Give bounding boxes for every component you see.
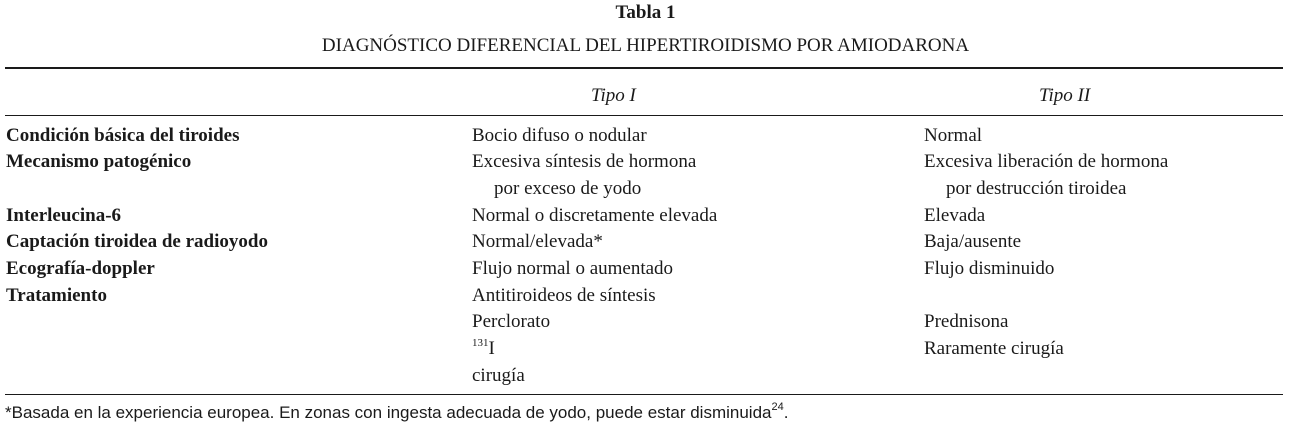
row-label-mecanismo: Mecanismo patogénico	[6, 151, 192, 172]
iodine-isotope-superscript: 131	[472, 336, 489, 349]
cell-captacion-tipo2: Baja/ausente	[924, 231, 1022, 252]
cell-tratamiento-tipo1-item4: cirugía	[472, 365, 525, 386]
footnote-end: .	[783, 403, 789, 422]
cell-tratamiento-tipo1-item3	[472, 338, 495, 360]
cell-ecografia-tipo2: Flujo disminuido	[924, 258, 1055, 279]
table-title: Tabla 1	[615, 2, 676, 23]
cell-interleucina-tipo1: Normal o discretamente elevada	[472, 205, 718, 226]
column-header-tipo-2: Tipo II	[1039, 85, 1091, 106]
column-header-tipo-1: Tipo I	[591, 85, 636, 106]
cell-mecanismo-tipo1-line2: por exceso de yodo	[494, 178, 642, 199]
cell-captacion-tipo1: Normal/elevada*	[472, 231, 603, 252]
cell-ecografia-tipo1: Flujo normal o aumentado	[472, 258, 674, 279]
row-label-ecografia: Ecografía-doppler	[6, 258, 155, 279]
cell-condicion-tipo1: Bocio difuso o nodular	[472, 125, 647, 146]
cell-tratamiento-tipo1-item1: Antitiroideos de síntesis	[472, 285, 656, 306]
row-label-condicion: Condición básica del tiroides	[6, 125, 240, 146]
footnote	[5, 402, 788, 424]
top-rule	[5, 67, 1283, 69]
cell-interleucina-tipo2: Elevada	[924, 205, 986, 226]
header-rule	[5, 115, 1283, 116]
cell-condicion-tipo2: Normal	[924, 125, 983, 146]
cell-mecanismo-tipo1-line1: Excesiva síntesis de hormona	[472, 151, 697, 172]
bottom-rule	[5, 394, 1283, 395]
cell-tratamiento-tipo2-item1: Prednisona	[924, 311, 1009, 332]
footnote-text: *Basada en la experiencia europea. En zonas con ingesta adecuada de yodo, puede estar disminuida	[5, 403, 772, 422]
table-subtitle: DIAGNÓSTICO DIFERENCIAL DEL HIPERTIROIDISMO POR AMIODARONA	[321, 35, 970, 56]
cell-mecanismo-tipo2-line2: por destrucción tiroidea	[946, 178, 1127, 199]
footnote-reference: 24	[771, 401, 784, 414]
row-label-captacion: Captación tiroidea de radioyodo	[6, 231, 268, 252]
row-label-tratamiento: Tratamiento	[6, 285, 107, 306]
cell-tratamiento-tipo1-item2: Perclorato	[472, 311, 551, 332]
iodine-symbol: I	[488, 338, 495, 359]
cell-mecanismo-tipo2-line1: Excesiva liberación de hormona	[924, 151, 1169, 172]
cell-tratamiento-tipo2-item2: Raramente cirugía	[924, 338, 1064, 359]
row-label-interleucina: Interleucina-6	[6, 205, 122, 226]
